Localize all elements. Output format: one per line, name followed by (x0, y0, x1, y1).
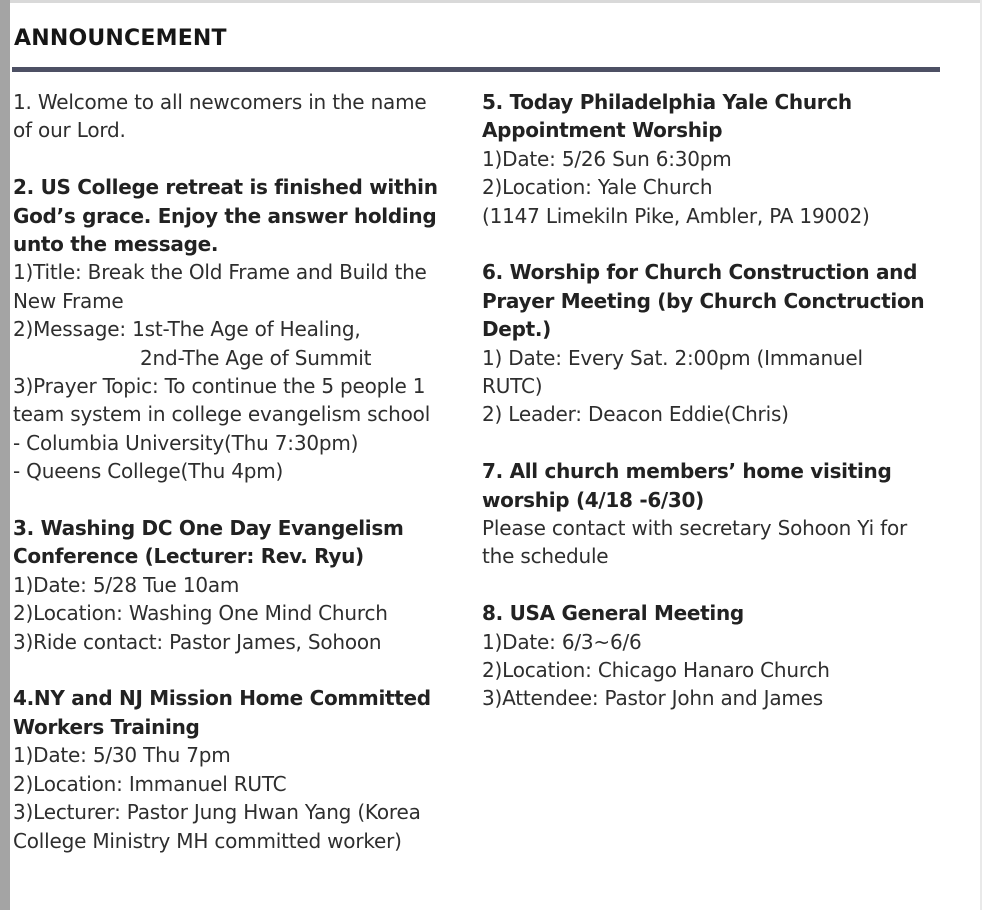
item-7-title-line: 7. All church members’ home visiting (482, 459, 892, 484)
item-2-detail-line: 3)Prayer Topic: To continue the 5 people 1 (13, 374, 426, 399)
announcement-item-3 (13, 514, 475, 656)
item-5-detail-line: (1147 Limekiln Pike, Ambler, PA 19002) (482, 203, 870, 228)
item-6-title-line: 6. Worship for Church Construction and (482, 260, 918, 285)
item-3-detail-line: 1)Date: 5/28 Tue 10am (13, 572, 240, 597)
item-4-detail-line: 2)Location: Immanuel RUTC (13, 771, 287, 796)
item-5-title-line: 5. Today Philadelphia Yale Church (482, 90, 852, 114)
item-8-detail-line: 1)Date: 6/3~6/6 (482, 629, 642, 654)
item-8-detail-line: 3)Attendee: Pastor John and James (482, 686, 824, 711)
announcement-item-7 (482, 457, 942, 571)
announcement-item-6 (482, 258, 942, 428)
announcement-item-2 (13, 173, 475, 485)
top-border (0, 0, 982, 3)
item-4-title-line: 4.NY and NJ Mission Home Committed (13, 686, 431, 711)
item-2-title-line: unto the message. (13, 232, 219, 257)
item-4-title-line: Workers Training (13, 714, 200, 739)
item-1-title-line: 1. Welcome to all newcomers in the name (13, 90, 427, 114)
right-column (482, 88, 942, 741)
item-7-detail-line: Please contact with secretary Sohoon Yi for (482, 516, 908, 541)
item-3-detail-line: 2)Location: Washing One Mind Church (13, 601, 388, 626)
item-6-detail-line: 2) Leader: Deacon Eddie(Chris) (482, 402, 789, 427)
item-2-title-line: God’s grace. Enjoy the answer holding (13, 203, 437, 228)
item-2-detail-line: - Columbia University(Thu 7:30pm) (13, 430, 359, 455)
item-3-title-line: 3. Washing DC One Day Evangelism (13, 516, 404, 541)
title-divider (12, 67, 940, 72)
announcement-item-4 (13, 684, 475, 854)
item-4-detail-line: 3)Lecturer: Pastor Jung Hwan Yang (Korea (13, 800, 421, 825)
item-4-detail-line: College Ministry MH committed worker) (13, 828, 402, 853)
item-2-detail-line: 1)Title: Break the Old Frame and Build the (13, 260, 427, 285)
item-5-detail-line: 2)Location: Yale Church (482, 175, 713, 200)
item-8-detail-line: 2)Location: Chicago Hanaro Church (482, 658, 830, 683)
item-7-title-line: worship (4/18 -6/30) (482, 487, 705, 512)
item-1-title-line: of our Lord. (13, 118, 126, 143)
item-8-title-line: 8. USA General Meeting (482, 601, 744, 626)
item-2-detail-line: team system in college evangelism school (13, 402, 431, 427)
left-margin-bar (0, 0, 10, 910)
left-column (13, 88, 475, 883)
item-6-title-line: Dept.) (482, 317, 551, 342)
item-2-detail-line: 2nd-The Age of Summit (140, 345, 372, 370)
item-5-title-line: Appointment Worship (482, 118, 723, 143)
item-6-detail-line: 1) Date: Every Sat. 2:00pm (Immanuel (482, 345, 863, 370)
item-6-detail-line: RUTC) (482, 374, 543, 399)
item-4-detail-line: 1)Date: 5/30 Thu 7pm (13, 743, 231, 768)
item-7-detail-line: the schedule (482, 544, 609, 569)
item-2-detail-line: New Frame (13, 288, 124, 313)
item-3-detail-line: 3)Ride contact: Pastor James, Sohoon (13, 629, 382, 654)
announcement-item-1 (13, 88, 475, 145)
item-5-detail-line: 1)Date: 5/26 Sun 6:30pm (482, 146, 732, 171)
announcement-item-5 (482, 88, 942, 230)
page-title: ANNOUNCEMENT (14, 26, 227, 51)
item-6-title-line: Prayer Meeting (by Church Conctruction (482, 288, 925, 313)
item-2-detail-line: - Queens College(Thu 4pm) (13, 459, 284, 484)
item-3-title-line: Conference (Lecturer: Rev. Ryu) (13, 544, 364, 569)
item-2-title-line: 2. US College retreat is finished within (13, 175, 438, 200)
item-2-detail-line: 2)Message: 1st-The Age of Healing, (13, 317, 361, 342)
announcement-item-8 (482, 599, 942, 713)
